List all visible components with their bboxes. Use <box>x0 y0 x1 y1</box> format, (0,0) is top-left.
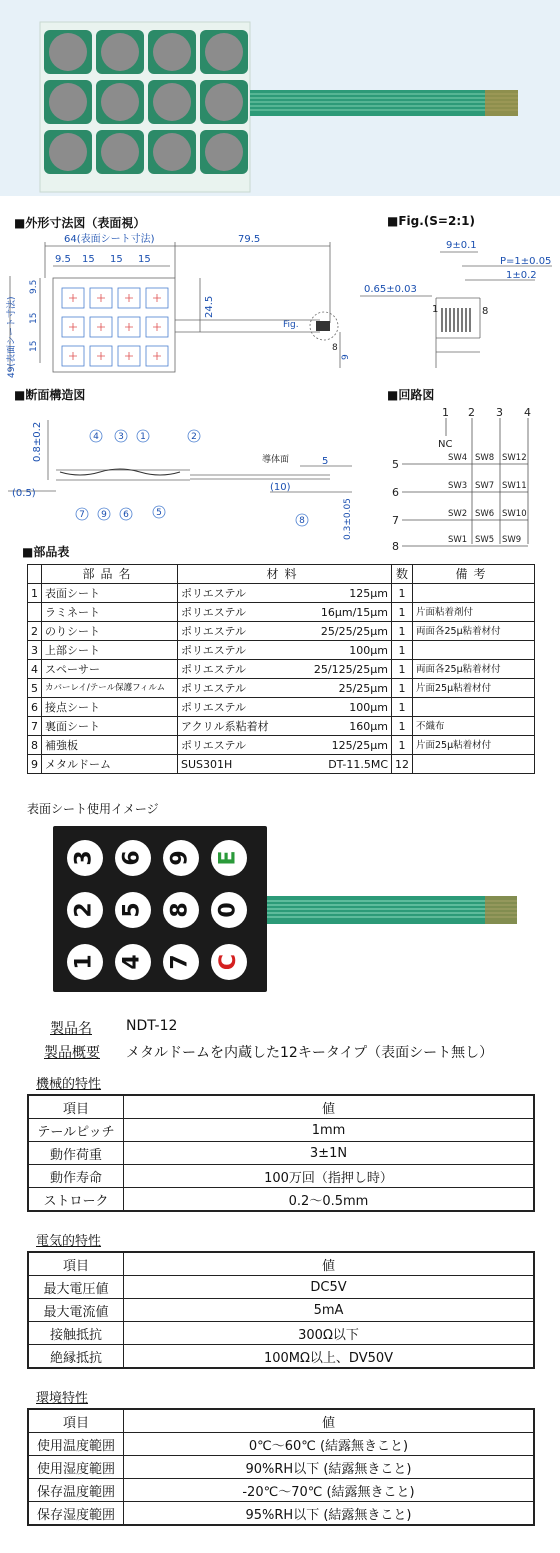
parts-header-note: 備考 <box>413 565 535 584</box>
outline-drawing <box>0 228 360 378</box>
row-6: 6 <box>392 486 399 499</box>
part-note: 両面各25μ粘着材付 <box>413 660 535 679</box>
outline-title: ■外形寸法図（表面視） <box>14 216 146 230</box>
part-material-cell <box>178 603 392 622</box>
part-material: ポリエステル <box>181 643 247 657</box>
part-name: 接点シート <box>42 698 178 717</box>
parts-row <box>28 660 535 679</box>
product-name-label: 製品名 <box>50 1021 92 1037</box>
env-header-row <box>28 1409 534 1433</box>
part-qty: 1 <box>392 584 413 603</box>
part-qty: 1 <box>392 660 413 679</box>
key-label: 0 <box>216 902 241 918</box>
env-value: -20℃～70℃ (結露無きこと) <box>124 1479 535 1502</box>
env-row <box>28 1479 534 1502</box>
key-1[interactable] <box>67 944 103 980</box>
env-table <box>27 1408 535 1526</box>
part-note: 両面各25μ粘着材付 <box>413 622 535 641</box>
env-row <box>28 1433 534 1456</box>
key-7[interactable] <box>163 944 199 980</box>
mech-title: 機械的特性 <box>36 1077 102 1092</box>
fig-d3: 1±0.2 <box>506 270 537 281</box>
sw8: SW8 <box>475 453 495 463</box>
elec-row <box>28 1345 534 1369</box>
product-photo <box>0 0 560 196</box>
part-name: メタルドーム <box>42 755 178 774</box>
part-note <box>413 698 535 717</box>
col-3: 3 <box>496 406 503 419</box>
dim-height: 49(表面シート寸法) <box>7 296 17 378</box>
dim-p1: 9.5 <box>55 254 71 265</box>
col-2: 2 <box>468 406 475 419</box>
part-material-cell <box>178 660 392 679</box>
part-qty: 12 <box>392 755 413 774</box>
mech-item: ストローク <box>28 1188 124 1212</box>
product-summary-label: 製品概要 <box>44 1045 100 1061</box>
key-6[interactable] <box>115 840 151 876</box>
env-value: 90%RH以下 (結露無きこと) <box>124 1456 535 1479</box>
elec-header-row <box>28 1252 534 1276</box>
parts-table <box>27 564 535 774</box>
key-label: 8 <box>168 902 193 918</box>
mech-header-row <box>28 1095 534 1119</box>
part-spec: 16μm/15μm <box>320 605 388 619</box>
parts-row <box>28 736 535 755</box>
parts-row <box>28 698 535 717</box>
part-qty: 1 <box>392 622 413 641</box>
fig-n1: 1 <box>432 304 439 315</box>
layer-8: 8 <box>299 516 305 526</box>
parts-header-qty: 数 <box>392 565 413 584</box>
circuit-drawing <box>388 404 560 554</box>
part-qty: 1 <box>392 641 413 660</box>
sw9: SW9 <box>502 535 522 545</box>
mech-row <box>28 1165 534 1188</box>
mech-item: 動作寿命 <box>28 1165 124 1188</box>
parts-header-material: 材料 <box>178 565 392 584</box>
part-name: 補強板 <box>42 736 178 755</box>
part-qty: 1 <box>392 717 413 736</box>
elec-row <box>28 1276 534 1299</box>
part-spec: 125/25μm <box>331 738 388 752</box>
dim-tail-w: 24.5 <box>204 295 215 318</box>
dim-p2: 15 <box>82 254 95 265</box>
env-item: 使用温度範囲 <box>28 1433 124 1456</box>
parts-row <box>28 584 535 603</box>
part-qty: 1 <box>392 603 413 622</box>
part-qty: 1 <box>392 679 413 698</box>
sw6: SW6 <box>475 509 495 519</box>
cross-section-drawing <box>0 400 370 540</box>
dim-width: 64(表面シート寸法) <box>64 234 155 245</box>
mech-value: 1mm <box>124 1119 535 1142</box>
layer-1: 1 <box>140 432 146 442</box>
part-spec: 25/25/25μm <box>320 624 388 638</box>
tail-cable-lines <box>267 896 517 924</box>
part-material: ポリエステル <box>181 586 247 600</box>
layer-5: 5 <box>156 508 162 518</box>
product-summary-value: メタルドームを内蔵した12キータイプ（表面シート無し） <box>126 1045 494 1061</box>
fig-callout: Fig. <box>283 320 299 330</box>
outline-num9: 9 <box>341 354 351 360</box>
env-title: 環境特性 <box>36 1391 89 1406</box>
sw5: SW5 <box>475 535 495 545</box>
part-spec: 125μm <box>349 586 388 600</box>
key-4[interactable] <box>115 944 151 980</box>
dim-p3: 15 <box>110 254 123 265</box>
mech-row <box>28 1119 534 1142</box>
row-7: 7 <box>392 514 399 527</box>
key-2[interactable] <box>67 892 103 928</box>
part-spec: 100μm <box>349 643 388 657</box>
part-spec: DT-11.5MC <box>328 757 388 771</box>
sw12: SW12 <box>502 453 527 463</box>
part-material: ポリエステル <box>181 605 247 619</box>
row-8: 8 <box>392 540 399 553</box>
parts-row <box>28 755 535 774</box>
dim-ten: (10) <box>270 482 291 493</box>
key-0[interactable] <box>211 892 247 928</box>
fig-drawing <box>360 228 560 378</box>
parts-header-row <box>28 565 535 584</box>
elec-table <box>27 1251 535 1369</box>
part-material: ポリエステル <box>181 738 247 752</box>
layer-3: 3 <box>118 432 124 442</box>
part-material-cell <box>178 698 392 717</box>
parts-row <box>28 641 535 660</box>
key-label: 3 <box>72 850 97 866</box>
elec-row <box>28 1299 534 1322</box>
parts-row <box>28 603 535 622</box>
elec-item: 最大電圧値 <box>28 1276 124 1299</box>
key-label: 2 <box>72 902 97 918</box>
dim-v3: 15 <box>29 340 39 352</box>
dim-tail: 79.5 <box>238 234 261 245</box>
part-no: 8 <box>28 736 42 755</box>
layer-9: 9 <box>101 510 107 520</box>
part-qty: 1 <box>392 698 413 717</box>
col-1: 1 <box>442 406 449 419</box>
parts-row <box>28 622 535 641</box>
fig-d4: 0.65±0.03 <box>364 284 417 295</box>
part-no: 2 <box>28 622 42 641</box>
image-title: 表面シート使用イメージ <box>27 802 159 816</box>
part-material-cell <box>178 717 392 736</box>
env-row <box>28 1502 534 1526</box>
part-no: 3 <box>28 641 42 660</box>
elec-value: 300Ω以下 <box>124 1322 535 1345</box>
mech-value: 0.2～0.5mm <box>124 1188 535 1212</box>
nc-label: NC <box>438 439 453 450</box>
elec-header-item: 項目 <box>28 1252 124 1276</box>
fig-d2: P=1±0.05 <box>500 256 552 267</box>
elec-item: 絶縁抵抗 <box>28 1345 124 1369</box>
mech-value: 100万回（指押し時） <box>124 1165 535 1188</box>
layer-6: 6 <box>123 510 129 520</box>
mech-table <box>27 1094 535 1212</box>
part-material-cell <box>178 641 392 660</box>
part-no: 9 <box>28 755 42 774</box>
conductor-label: 導体面 <box>262 455 290 465</box>
part-note: 不織布 <box>413 717 535 736</box>
part-name: 上部シート <box>42 641 178 660</box>
parts-header-name: 部品名 <box>42 565 178 584</box>
elec-value: 5mA <box>124 1299 535 1322</box>
layer-7: 7 <box>79 510 85 520</box>
mech-header-value: 値 <box>124 1095 535 1119</box>
key-label: 6 <box>120 850 145 866</box>
parts-row <box>28 717 535 736</box>
part-material: SUS301H <box>181 757 233 771</box>
elec-title: 電気的特性 <box>36 1234 102 1249</box>
part-name: スペーサー <box>42 660 178 679</box>
env-value: 95%RH以下 (結露無きこと) <box>124 1502 535 1526</box>
elec-item: 最大電流値 <box>28 1299 124 1322</box>
part-no: 1 <box>28 584 42 603</box>
part-material: アクリル系粘着材 <box>181 719 269 733</box>
part-material: ポリエステル <box>181 700 247 714</box>
dim-thickness: 0.8±0.2 <box>32 421 43 462</box>
part-material-cell <box>178 679 392 698</box>
parts-row <box>28 679 535 698</box>
part-material-cell <box>178 755 392 774</box>
sw1: SW1 <box>448 535 468 545</box>
env-row <box>28 1456 534 1479</box>
mech-item: テールピッチ <box>28 1119 124 1142</box>
part-no: 7 <box>28 717 42 736</box>
key-9[interactable] <box>163 840 199 876</box>
key-label: E <box>216 850 241 866</box>
part-material-cell <box>178 622 392 641</box>
key-label: 7 <box>168 954 193 970</box>
part-material-cell <box>178 584 392 603</box>
layer-2: 2 <box>191 432 197 442</box>
fig-d1: 9±0.1 <box>446 240 477 251</box>
dim-tail-thick: 0.3±0.05 <box>343 498 353 540</box>
fig-title: ■Fig.(S=2:1) <box>387 214 475 228</box>
env-value: 0℃～60℃ (結露無きこと) <box>124 1433 535 1456</box>
env-header-item: 項目 <box>28 1409 124 1433</box>
env-item: 使用湿度範囲 <box>28 1456 124 1479</box>
cross-section-title: ■断面構造図 <box>14 388 86 402</box>
elec-item: 接触抵抗 <box>28 1322 124 1345</box>
part-name: 表面シート <box>42 584 178 603</box>
sw3: SW3 <box>448 481 468 491</box>
part-name: ラミネート <box>42 603 178 622</box>
product-photo-drawing <box>0 0 560 196</box>
parts-title: ■部品表 <box>22 545 70 559</box>
dim-left: (0.5) <box>12 488 36 499</box>
fig-n8: 8 <box>482 306 489 317</box>
key-8[interactable] <box>163 892 199 928</box>
mech-item: 動作荷重 <box>28 1142 124 1165</box>
part-name: のりシート <box>42 622 178 641</box>
key-label: 4 <box>120 954 145 970</box>
part-no <box>28 603 42 622</box>
part-material: ポリエステル <box>181 681 247 695</box>
tail-cable <box>267 896 517 924</box>
part-name: カバーレイ/テール保護フィルム <box>42 679 178 698</box>
col-4: 4 <box>524 406 531 419</box>
part-name: 裏面シート <box>42 717 178 736</box>
part-no: 5 <box>28 679 42 698</box>
key-label: 5 <box>120 902 145 918</box>
key-label: 1 <box>72 954 97 970</box>
sw4: SW4 <box>448 453 468 463</box>
part-material: ポリエステル <box>181 624 247 638</box>
part-spec: 160μm <box>349 719 388 733</box>
dim-five: 5 <box>322 456 329 467</box>
part-note <box>413 755 535 774</box>
outline-num8: 8 <box>332 343 338 353</box>
dim-v1: 9.5 <box>29 279 39 294</box>
sw11: SW11 <box>502 481 527 491</box>
elec-header-value: 値 <box>124 1252 535 1276</box>
part-note <box>413 641 535 660</box>
sw10: SW10 <box>502 509 527 519</box>
env-header-value: 値 <box>124 1409 535 1433</box>
elec-value: DC5V <box>124 1276 535 1299</box>
sw7: SW7 <box>475 481 495 491</box>
part-note: 片面粘着剤付 <box>413 603 535 622</box>
part-spec: 25/125/25μm <box>313 662 388 676</box>
sw2: SW2 <box>448 509 468 519</box>
part-note: 片面25μ粘着材付 <box>413 736 535 755</box>
key-3[interactable] <box>67 840 103 876</box>
part-material-cell <box>178 736 392 755</box>
part-note <box>413 584 535 603</box>
part-note: 片面25μ粘着材付 <box>413 679 535 698</box>
part-no: 6 <box>28 698 42 717</box>
part-material: ポリエステル <box>181 662 247 676</box>
circuit-title: ■回路図 <box>387 388 435 402</box>
row-5: 5 <box>392 458 399 471</box>
dim-v2: 15 <box>29 312 39 324</box>
key-label: C <box>216 953 241 971</box>
part-spec: 25/25μm <box>338 681 388 695</box>
elec-value: 100MΩ以上、DV50V <box>124 1345 535 1369</box>
part-spec: 100μm <box>349 700 388 714</box>
product-name-value: NDT-12 <box>126 1018 178 1034</box>
env-item: 保存温度範囲 <box>28 1479 124 1502</box>
layer-4: 4 <box>93 432 99 442</box>
dim-p4: 15 <box>138 254 151 265</box>
key-c[interactable] <box>211 944 247 980</box>
elec-row <box>28 1322 534 1345</box>
part-no: 4 <box>28 660 42 679</box>
part-qty: 1 <box>392 736 413 755</box>
mech-value: 3±1N <box>124 1142 535 1165</box>
mech-header-item: 項目 <box>28 1095 124 1119</box>
key-e[interactable] <box>211 840 247 876</box>
key-label: 9 <box>168 850 193 866</box>
mech-row <box>28 1142 534 1165</box>
key-5[interactable] <box>115 892 151 928</box>
env-item: 保存湿度範囲 <box>28 1502 124 1526</box>
mech-row <box>28 1188 534 1212</box>
